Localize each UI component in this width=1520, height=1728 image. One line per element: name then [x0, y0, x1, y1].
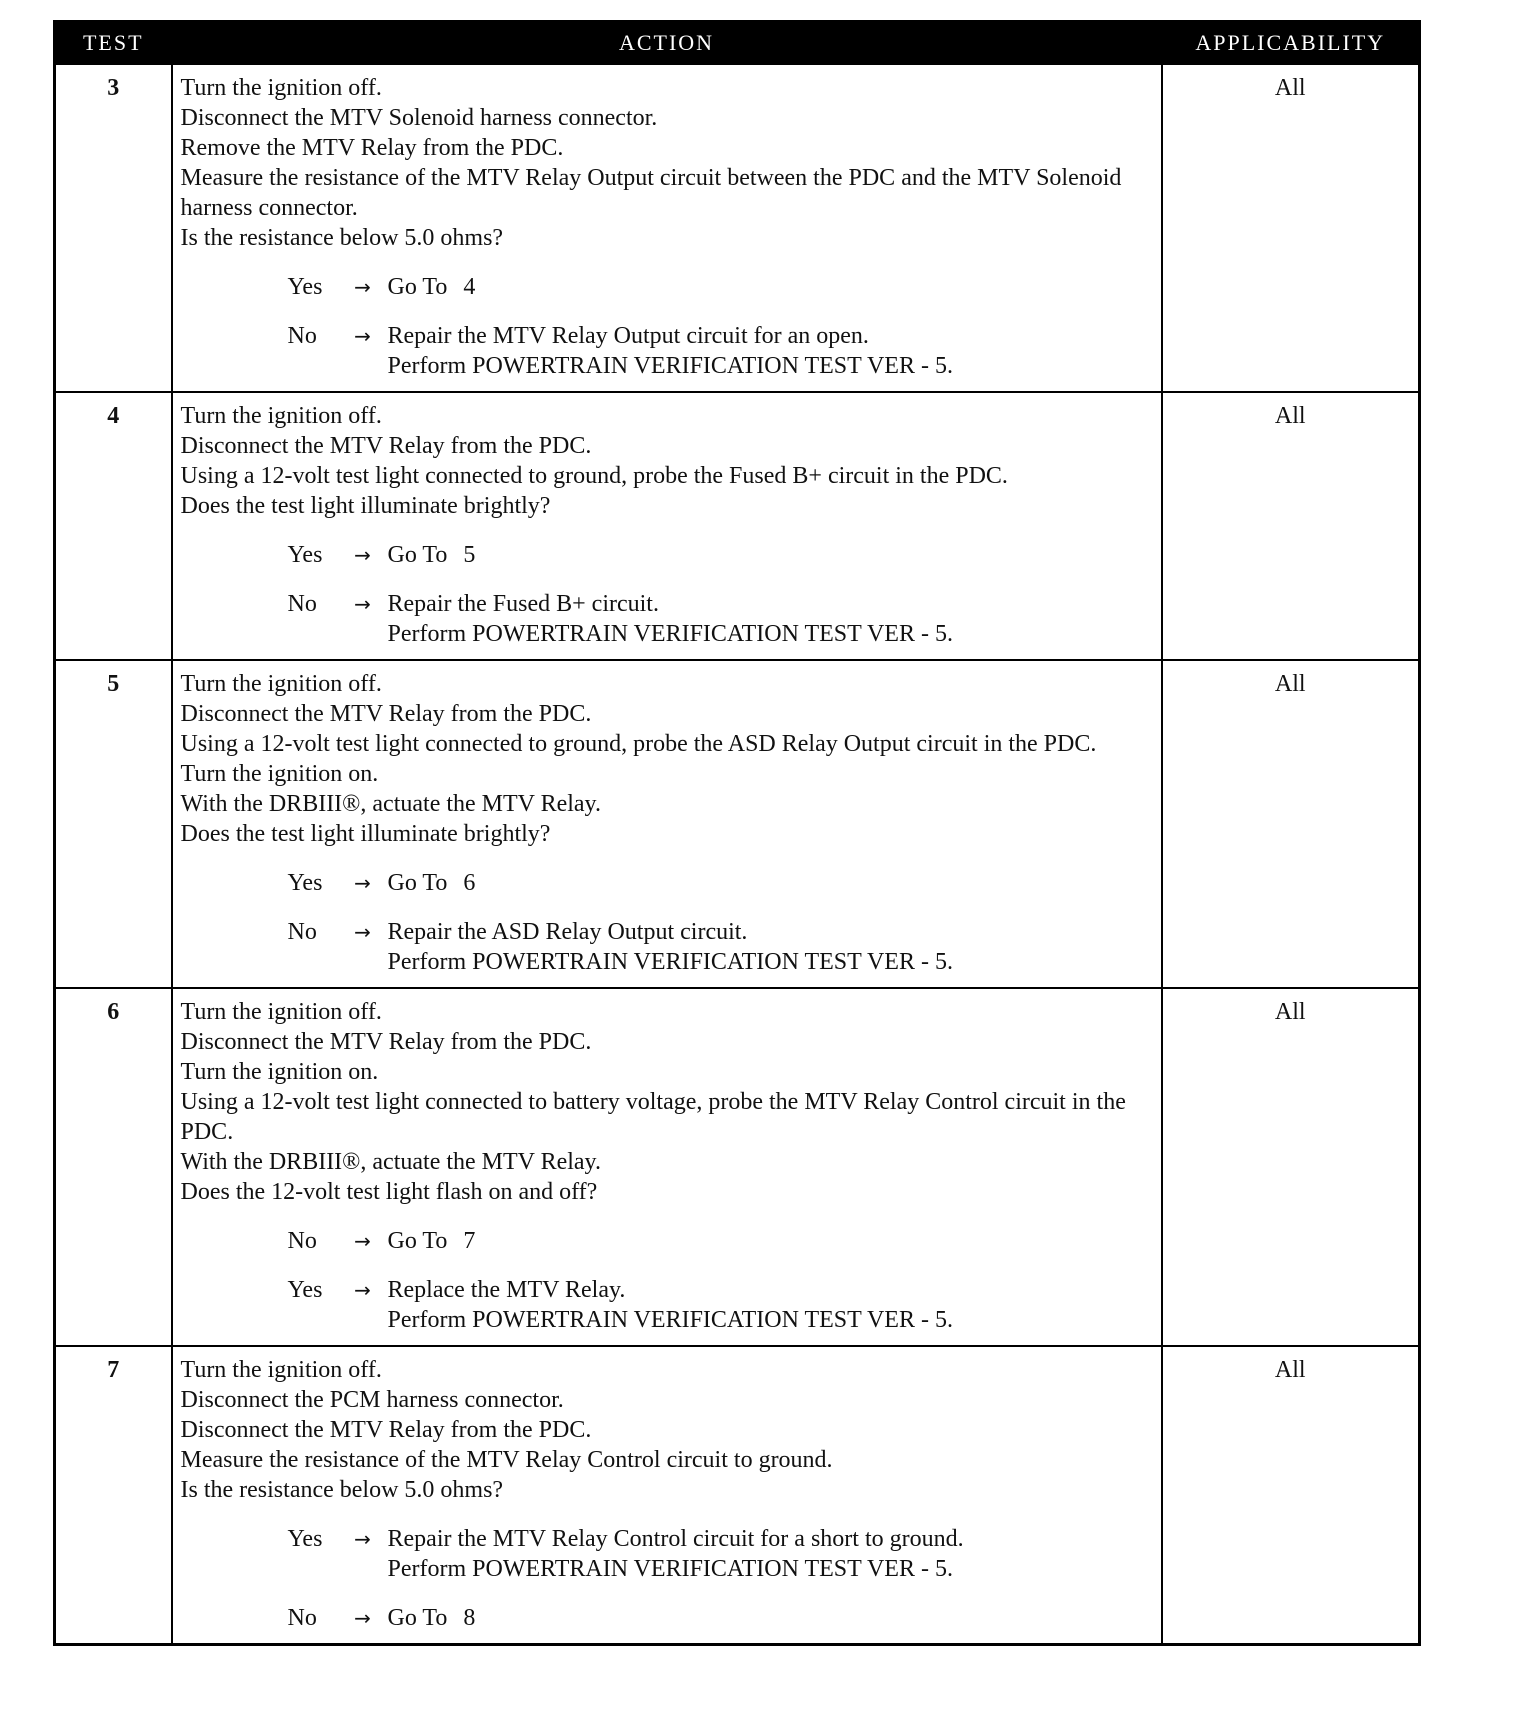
action-cell [172, 392, 1162, 660]
right-arrow-icon: → [354, 1229, 371, 1253]
right-arrow-icon: → [354, 275, 371, 299]
action-step: Does the test light illuminate brightly? [180, 821, 551, 847]
goto-label: Go To [387, 542, 448, 568]
action-step: Remove the MTV Relay from the PDC. [180, 135, 564, 161]
outcome-result [388, 1524, 1155, 1584]
table-row [55, 392, 1420, 660]
action-step: Turn the ignition off. [180, 75, 382, 101]
right-arrow-icon: → [354, 871, 371, 895]
result-line: Repair the ASD Relay Output circuit. [387, 919, 748, 945]
result-line: Perform POWERTRAIN VERIFICATION TEST VER - 5. [387, 949, 953, 975]
action-step: Turn the ignition on. [180, 761, 379, 787]
action-step: Measure the resistance of the MTV Relay Control circuit to ground. [180, 1447, 833, 1473]
action-step: Measure the resistance of the MTV Relay Output circuit between the PDC and the MTV Solenoid harness connector. [180, 165, 1122, 221]
outcome-item [288, 540, 1155, 570]
action-step: Is the resistance below 5.0 ohms? [180, 1477, 504, 1503]
outcome-list [181, 540, 1155, 649]
test-column-header: TEST [55, 22, 172, 65]
outcome-result [388, 1226, 1155, 1256]
outcome-result [388, 272, 1155, 302]
diagnostic-page [53, 20, 1418, 1646]
outcome-item [288, 868, 1155, 898]
goto-test-number: 4 [463, 274, 476, 300]
applicability-value: All [1162, 392, 1420, 660]
right-arrow-icon: → [354, 324, 371, 348]
outcome-list [181, 1226, 1155, 1335]
action-step: Turn the ignition off. [180, 671, 382, 697]
outcome-item [288, 589, 1155, 649]
result-line: Perform POWERTRAIN VERIFICATION TEST VER - 5. [387, 353, 953, 379]
goto-test-number: 7 [463, 1228, 476, 1254]
goto-label: Go To [387, 1605, 448, 1631]
action-step: Does the 12-volt test light flash on and off? [180, 1179, 598, 1205]
right-arrow-icon: → [354, 920, 371, 944]
action-step: Disconnect the PCM harness connector. [180, 1387, 564, 1413]
action-step: Using a 12-volt test light connected to ground, probe the Fused B+ circuit in the PDC. [180, 463, 1008, 489]
diagnostic-table [53, 20, 1421, 1646]
result-line: Repair the Fused B+ circuit. [387, 591, 659, 617]
result-line: Repair the MTV Relay Output circuit for an open. [387, 323, 869, 349]
outcome-answer: No [287, 591, 317, 617]
action-step: Turn the ignition on. [180, 1059, 379, 1085]
outcome-item [288, 1275, 1155, 1335]
right-arrow-icon: → [354, 1606, 371, 1630]
table-row [55, 988, 1420, 1346]
action-cell [172, 1346, 1162, 1645]
outcome-answer: Yes [287, 1277, 323, 1303]
outcome-item [288, 917, 1155, 977]
action-step: Turn the ignition off. [180, 999, 382, 1025]
outcome-answer: Yes [287, 274, 323, 300]
table-row [55, 64, 1420, 392]
result-line: Perform POWERTRAIN VERIFICATION TEST VER - 5. [387, 1556, 953, 1582]
table-row [55, 1346, 1420, 1645]
table-body [55, 64, 1420, 1645]
action-step: Disconnect the MTV Relay from the PDC. [180, 433, 592, 459]
action-cell [172, 988, 1162, 1346]
outcome-answer: No [287, 323, 317, 349]
action-step: Using a 12-volt test light connected to ground, probe the ASD Relay Output circuit in the PDC. [180, 731, 1097, 757]
goto-test-number: 6 [463, 870, 476, 896]
applicability-column-header: APPLICABILITY [1162, 22, 1420, 65]
result-line: Repair the MTV Relay Control circuit for a short to ground. [387, 1526, 964, 1552]
outcome-result [388, 540, 1155, 570]
outcome-answer: Yes [287, 870, 323, 896]
action-step: Disconnect the MTV Relay from the PDC. [180, 701, 592, 727]
action-step: With the DRBIII®, actuate the MTV Relay. [180, 791, 601, 817]
applicability-value: All [1162, 660, 1420, 988]
outcome-item [288, 1603, 1155, 1633]
goto-label: Go To [387, 870, 448, 896]
table-row [55, 660, 1420, 988]
action-step: Using a 12-volt test light connected to battery voltage, probe the MTV Relay Control circuit in the PDC. [180, 1089, 1126, 1145]
right-arrow-icon: → [354, 543, 371, 567]
outcome-result [388, 321, 1155, 381]
action-step: Does the test light illuminate brightly? [180, 493, 551, 519]
outcome-result [388, 1275, 1155, 1335]
action-step: Disconnect the MTV Relay from the PDC. [180, 1029, 592, 1055]
goto-test-number: 8 [463, 1605, 476, 1631]
goto-test-number: 5 [463, 542, 476, 568]
outcome-result [388, 589, 1155, 649]
outcome-item [288, 321, 1155, 381]
action-step: Is the resistance below 5.0 ohms? [180, 225, 504, 251]
test-number: 7 [55, 1346, 172, 1645]
outcome-result [388, 1603, 1155, 1633]
result-line: Perform POWERTRAIN VERIFICATION TEST VER - 5. [387, 621, 953, 647]
test-number: 5 [55, 660, 172, 988]
outcome-list [181, 272, 1155, 381]
outcome-item [288, 1226, 1155, 1256]
test-number: 3 [55, 64, 172, 392]
outcome-result [388, 917, 1155, 977]
action-step: With the DRBIII®, actuate the MTV Relay. [180, 1149, 601, 1175]
test-number: 4 [55, 392, 172, 660]
right-arrow-icon: → [354, 1527, 371, 1551]
outcome-result [388, 868, 1155, 898]
result-line: Replace the MTV Relay. [387, 1277, 626, 1303]
right-arrow-icon: → [354, 1278, 371, 1302]
applicability-value: All [1162, 988, 1420, 1346]
action-cell [172, 64, 1162, 392]
outcome-answer: No [287, 1228, 317, 1254]
outcome-answer: Yes [287, 1526, 323, 1552]
right-arrow-icon: → [354, 592, 371, 616]
action-step: Disconnect the MTV Solenoid harness connector. [180, 105, 658, 131]
outcome-answer: Yes [287, 542, 323, 568]
outcome-list [181, 868, 1155, 977]
action-step: Disconnect the MTV Relay from the PDC. [180, 1417, 592, 1443]
outcome-item [288, 272, 1155, 302]
goto-label: Go To [387, 1228, 448, 1254]
applicability-value: All [1162, 1346, 1420, 1645]
action-column-header: ACTION [172, 22, 1162, 65]
action-step: Turn the ignition off. [180, 403, 382, 429]
outcome-answer: No [287, 1605, 317, 1631]
action-step: Turn the ignition off. [180, 1357, 382, 1383]
table-header [55, 22, 1420, 65]
outcome-item [288, 1524, 1155, 1584]
result-line: Perform POWERTRAIN VERIFICATION TEST VER - 5. [387, 1307, 953, 1333]
test-number: 6 [55, 988, 172, 1346]
goto-label: Go To [387, 274, 448, 300]
applicability-value: All [1162, 64, 1420, 392]
outcome-answer: No [287, 919, 317, 945]
outcome-list [181, 1524, 1155, 1633]
action-cell [172, 660, 1162, 988]
